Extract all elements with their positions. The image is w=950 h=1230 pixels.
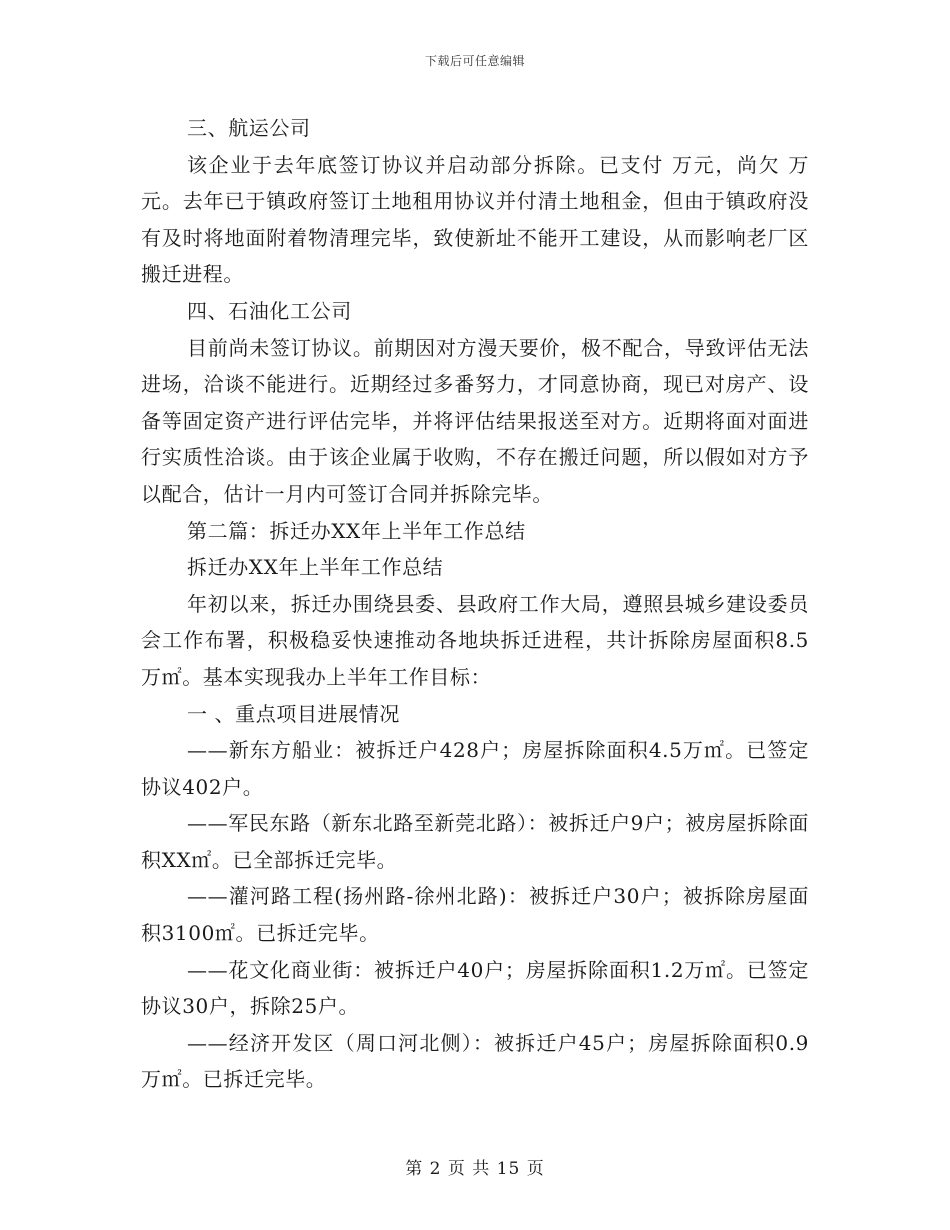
list-item: ——经济开发区（周口河北侧）：被拆迁户45户；房屋拆除面积0.9万㎡。已拆迁完毕。	[141, 1030, 809, 1092]
paragraph-intro: 年初以来，拆迁办围绕县委、县政府工作大局，遵照县城乡建设委员会工作布署，积极稳妥快速推动各地块拆迁进程，共计拆除房屋面积8.5万㎡。基本实现我办上半年工作目标：	[141, 591, 809, 689]
section-heading-petrochemical: 四、石油化工公司	[187, 298, 352, 323]
list-item: ——新东方船业：被拆迁户428户；房屋拆除面积4.5万㎡。已签定协议402户。	[141, 738, 809, 799]
document-title: 拆迁办XX年上半年工作总结	[187, 555, 444, 580]
part-two-title: 第二篇：拆迁办XX年上半年工作总结	[187, 518, 526, 543]
list-item: ——军民东路（新东北路至新莞北路）：被拆迁户9户；被房屋拆除面积XX㎡。已全部拆迁完毕。	[141, 811, 809, 872]
section-heading-key-projects: 一 、重点项目进展情况	[187, 701, 400, 726]
document-body	[141, 110, 809, 1098]
page-header: 下载后可任意编辑	[424, 54, 525, 68]
section-heading-shipping: 三、航运公司	[187, 116, 311, 140]
list-item: ——花文化商业街：被拆迁户40户；房屋拆除面积1.2万㎡。已签定协议30户，拆除25户。	[141, 957, 809, 1019]
page-footer: 第 2 页 共 15 页	[405, 1159, 545, 1179]
paragraph-shipping: 该企业于去年底签订协议并启动部分拆除。已支付 万元，尚欠 万元。去年已于镇政府签订土地租用协议并付清土地租金，但由于镇政府没有及时将地面附着物清理完毕，致使新址不能开工建设，从而影响老厂区搬迁进程。	[141, 152, 809, 287]
paragraph-petrochemical: 目前尚未签订协议。前期因对方漫天要价，极不配合，导致评估无法进场，洽谈不能进行。近期经过多番努力，才同意协商，现已对房产、设备等固定资产进行评估完毕，并将评估结果报送至对方。近期将面对面进行实质性洽谈。由于该企业属于收购，不存在搬迁问题，所以假如对方予以配合，估计一月内可签订合同并拆除完毕。	[141, 335, 809, 506]
list-item: ——灌河路工程(扬州路-徐州北路)：被拆迁户30户；被拆除房屋面积3100㎡。已拆迁完毕。	[141, 884, 809, 946]
